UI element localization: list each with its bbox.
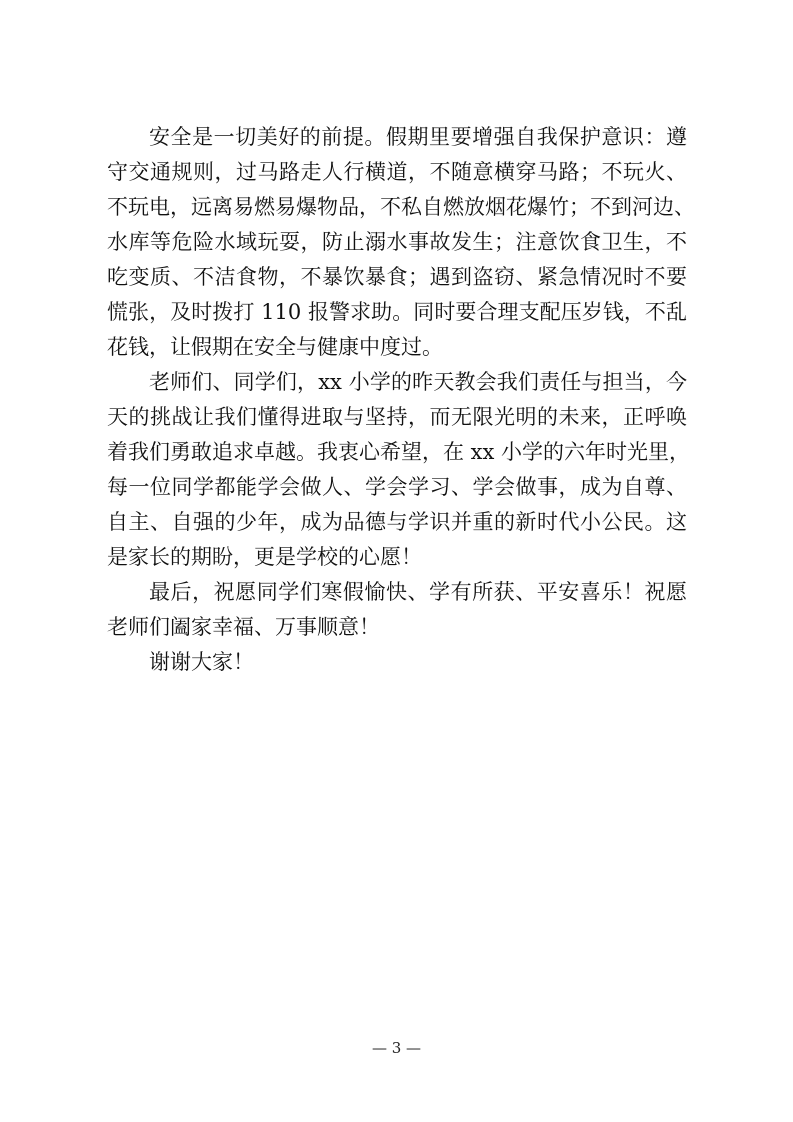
paragraph-2-line-6: 是家长的期盼，更是学校的心愿！ [107,545,422,569]
paragraph-1-line-7: 花钱，让假期在安全与健康中度过。 [107,335,443,359]
paragraph-3-line-2: 老师们阖家幸福、万事顺意！ [107,615,380,639]
paragraph-3-line-1: 最后，祝愿同学们寒假愉快、学有所获、平安喜乐！祝愿 [149,580,687,604]
paragraph-2-line-2: 天的挑战让我们懂得进取与坚持，而无限光明的未来，正呼唤 [107,405,687,429]
paragraph-1-line-3: 不玩电，远离易燃易爆物品，不私自燃放烟花爆竹；不到河边、 [107,195,695,219]
paragraph-1-line-1: 安全是一切美好的前提。假期里要增强自我保护意识：遵 [149,125,687,149]
paragraph-1-line-5: 吃变质、不洁食物，不暴饮暴食；遇到盗窃、紧急情况时不要 [107,265,687,289]
page-number: — 3 — [371,1039,422,1057]
paragraph-1-line-4: 水库等危险水域玩耍，防止溺水事故发生；注意饮食卫生，不 [107,230,687,254]
paragraph-1-line-6: 慌张，及时拨打 110 报警求助。同时要合理支配压岁钱，不乱 [107,300,687,324]
paragraph-4-line-1: 谢谢大家！ [149,650,254,674]
paragraph-2-line-1: 老师们、同学们，xx 小学的昨天教会我们责任与担当，今 [149,370,687,394]
paragraph-1-line-2: 守交通规则，过马路走人行横道，不随意横穿马路；不玩火、 [107,160,687,184]
paragraph-2-line-4: 每一位同学都能学会做人、学会学习、学会做事，成为自尊、 [107,475,687,499]
paragraph-2-line-5: 自主、自强的少年，成为品德与学识并重的新时代小公民。这 [107,510,687,534]
paragraph-2-line-3: 着我们勇敢追求卓越。我衷心希望，在 xx 小学的六年时光里， [107,440,691,464]
